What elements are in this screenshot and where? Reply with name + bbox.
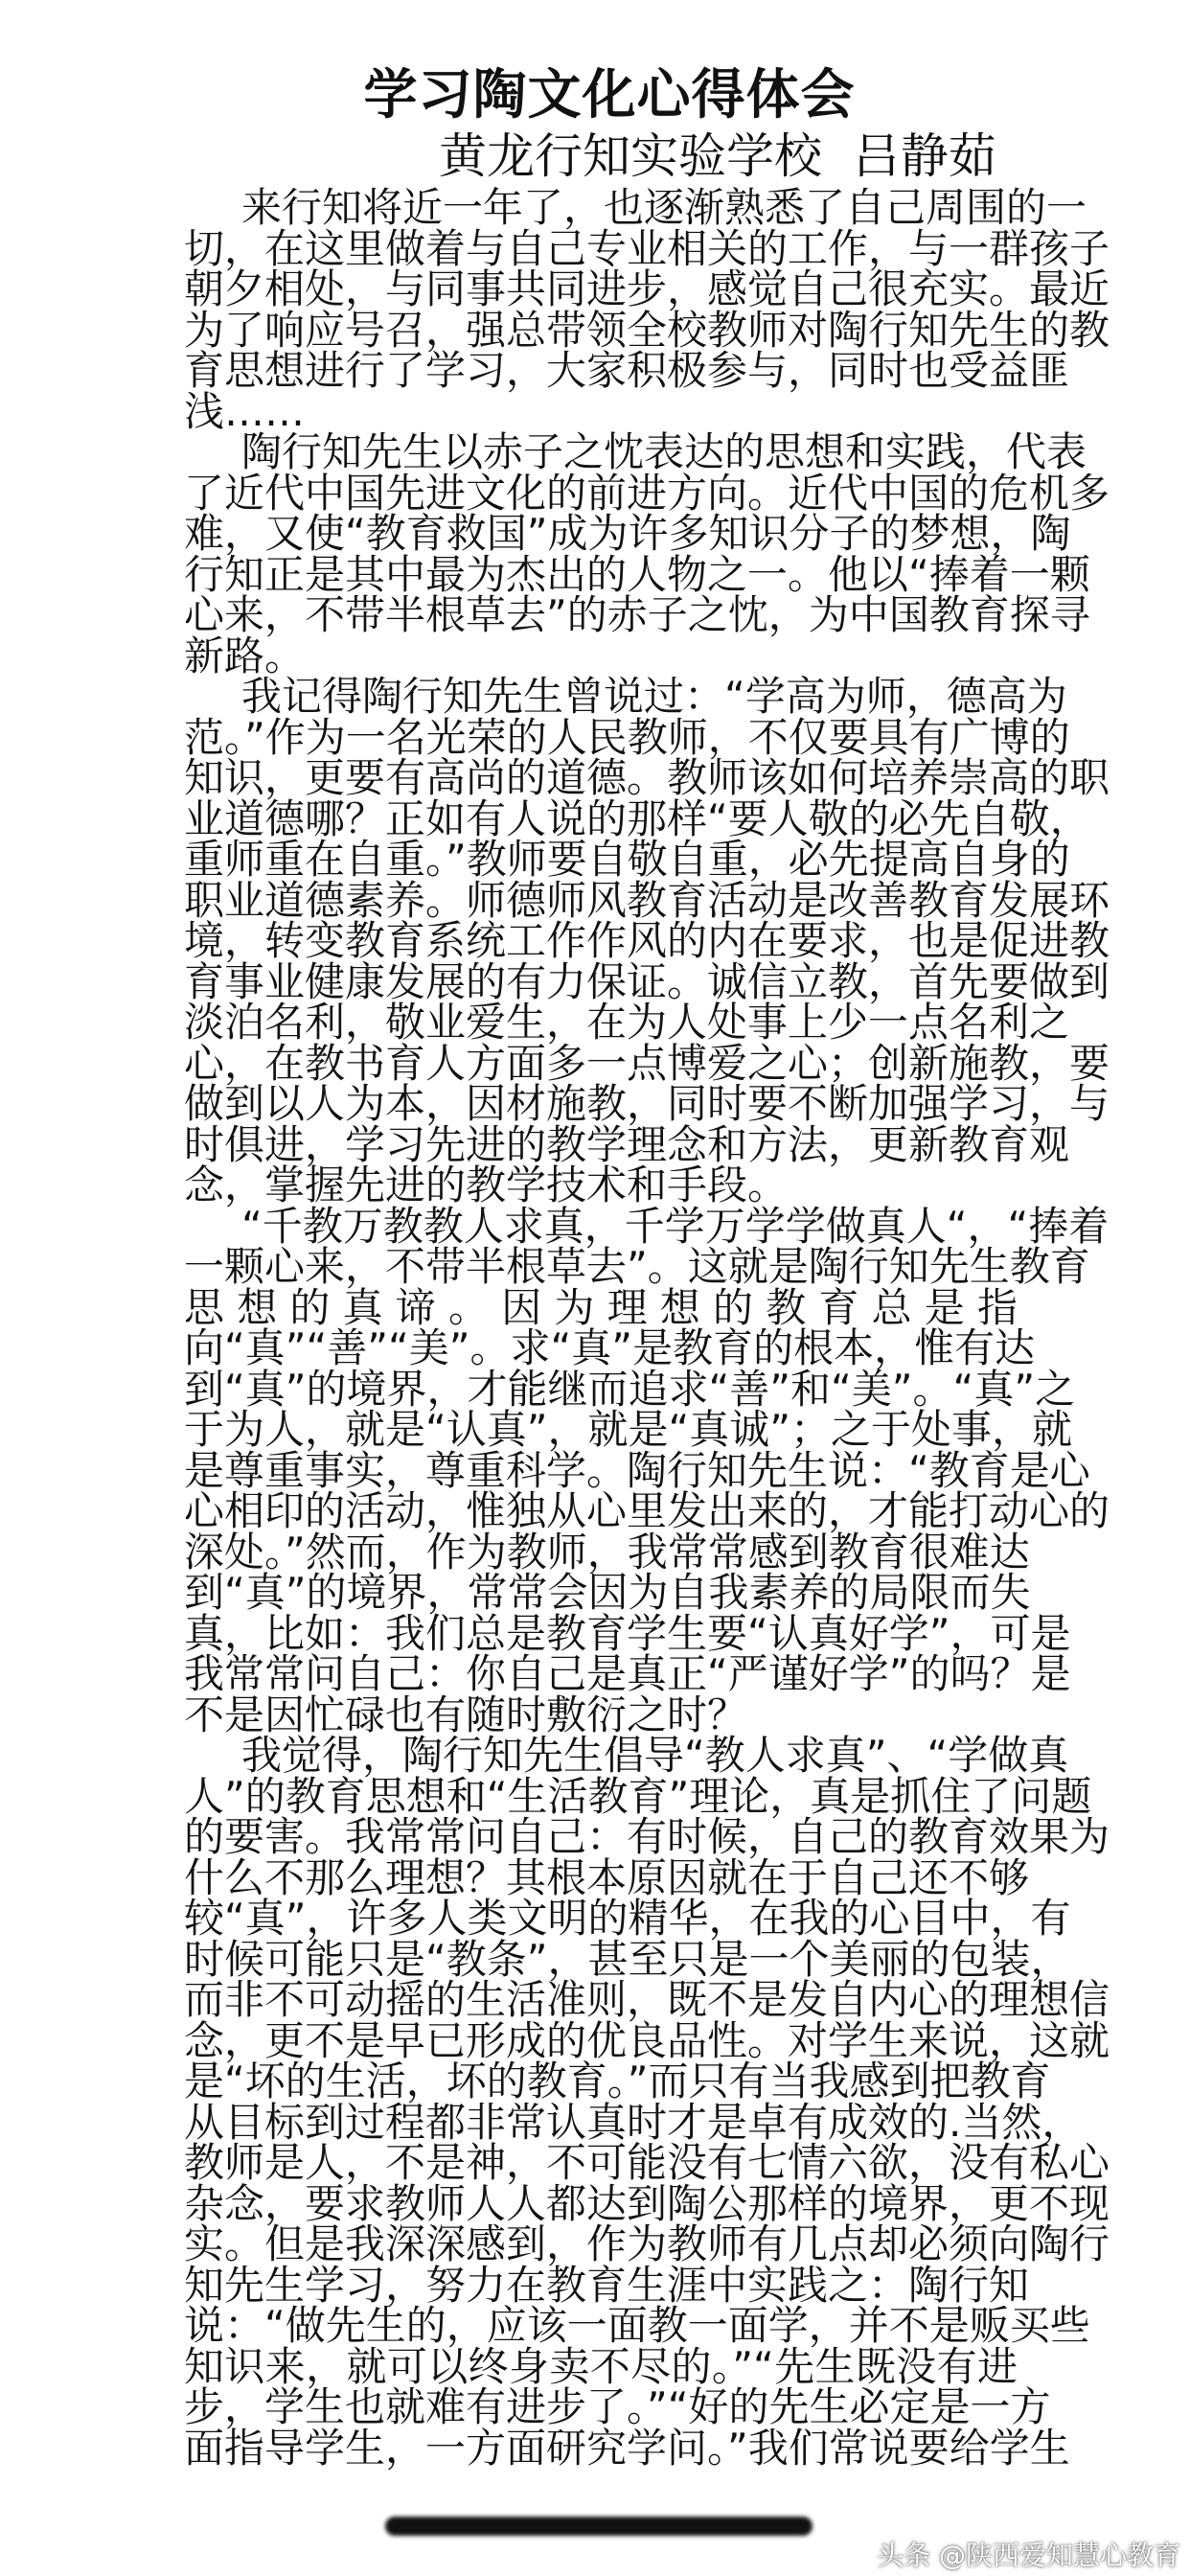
text-line: 范。”作为一名光荣的人民教师，不仅要具有广博的: [184, 713, 1070, 761]
text-line: 为了响应号召，强总带领全校教师对陶行知先生的教: [184, 306, 1110, 354]
text-line: 较“真”，许多人类文明的精华，在我的心目中，有: [184, 1895, 1071, 1942]
text-line: 育事业健康发展的有力保证。诚信立教，首先要做到: [184, 957, 1110, 1005]
text-line: 从目标到过程都非常认真时才是卓有成效的.当然，: [184, 2098, 1083, 2146]
text-line: 到“真”的境界，才能继而追求“善”和“美”。“真”之: [184, 1365, 1076, 1413]
text-line: “千教万教教人求真，千学万学学做真人“，“捧着: [241, 1202, 1110, 1250]
paragraph: [184, 1202, 1110, 1738]
text-line: 职业道德素养。师德师风教育活动是改善教育发展环: [184, 876, 1110, 924]
document-author: 黄龙行知实验学校 吕静茹: [439, 128, 996, 184]
text-line: 来行知将近一年了，也逐渐熟悉了自己周围的一: [241, 184, 1087, 231]
text-line: 到“真”的境界，常常会因为自我素养的局限而失: [184, 1569, 1031, 1616]
text-line: 知识来，就可以终身卖不尽的。”“先生既没有进: [184, 2342, 1018, 2390]
text-line: 念，更不是早已形成的优良品性。对学生来说，这就: [184, 2016, 1110, 2064]
text-line: 浅……: [184, 387, 306, 435]
text-line: 了近代中国先进文化的前进方向。近代中国的危机多: [184, 469, 1110, 517]
text-line: 而非不可动摇的生活准则，既不是发自内心的理想信: [184, 1976, 1110, 2023]
text-line: 行知正是其中最为杰出的人物之一。他以“捧着一颗: [184, 550, 1090, 598]
text-line: 什么不那么理想？其根本原因就在于自己还不够: [184, 1853, 1030, 1901]
text-line: 我常常问自己：你自己是真正“严谨好学”的吗？是: [184, 1650, 1071, 1697]
text-line: 是“坏的生活，坏的教育。”而只有当我感到把教育: [184, 2058, 1051, 2104]
text-line: 难，又使“教育救国”成为许多知识分子的梦想，陶: [184, 510, 1071, 557]
text-line: 我记得陶行知先生曾说过：“学高为师，德高为: [241, 673, 1067, 720]
text-line: 步，学生也就难有进步了。”“好的先生必定是一方: [184, 2383, 1051, 2430]
text-line: 业道德哪？正如有人说的那样“要人敬的必先自敬，: [184, 794, 1090, 842]
text-line: 淡泊名利，敬业爱生，在为人处事上少一点名利之: [184, 999, 1070, 1046]
text-line: 重师重在自重。”教师要自敬自重，必先提高自身的: [184, 836, 1070, 883]
text-line: 切，在这里做着与自己专业相关的工作，与一群孩子: [184, 224, 1110, 272]
text-line: 我觉得，陶行知先生倡导“教人求真”、“学做真: [241, 1732, 1069, 1779]
text-line: 面指导学生，一方面研究学问。”我们常说要给学生: [184, 2424, 1070, 2472]
paragraph: [184, 184, 1110, 435]
text-line: 教师是人，不是神，不可能没有七情六欲，没有私心: [184, 2139, 1110, 2186]
text-line: 杂念，要求教师人人都达到陶公那样的境界，更不现: [184, 2179, 1110, 2227]
paragraph: [184, 428, 1110, 679]
text-line: 向“真”“善”“美”。求“真”是教育的根本，惟有达: [184, 1324, 1036, 1371]
text-line: 人”的教育思想和“生活教育”理论，真是抓住了问题: [184, 1772, 1092, 1820]
text-line: 知识，更要有高尚的道德。教师该如何培养崇高的职: [184, 754, 1110, 801]
paragraph: [184, 1732, 1110, 2472]
text-line: 新路。: [184, 632, 306, 679]
text-line: 时候可能只是“教条”，甚至只是一个美丽的包装，: [184, 1935, 1071, 1983]
text-line: 时俱进，学习先进的教学理念和方法，更新教育观: [184, 1120, 1070, 1168]
text-line: 的要害。我常常问自己：有时候，自己的教育效果为: [184, 1813, 1110, 1860]
text-line: 深处。”然而，作为教师，我常常感到教育很难达: [184, 1528, 1030, 1576]
document-body: [184, 184, 1110, 2472]
text-line: 做到以人为本，因材施教，同时要不断加强学习，与: [184, 1080, 1110, 1127]
text-line: 是尊重事实，尊重科学。陶行知先生说：“教育是心: [184, 1446, 1090, 1494]
text-line: 一颗心来，不带半根草去”。这就是陶行知先生教育: [184, 1243, 1090, 1290]
text-line: 心，在教书育人方面多一点博爱之心；创新施教，要: [184, 1039, 1110, 1087]
text-line: 朝夕相处，与同事共同进步，感觉自己很充实。最近: [184, 265, 1110, 312]
text-line: 育思想进行了学习，大家积极参与，同时也受益匪: [184, 347, 1070, 394]
text-line: 心相印的活动，惟独从心里发出来的，才能打动心的: [184, 1487, 1110, 1534]
text-line: 于为人，就是“认真”，就是“真诚”；之于处事，就: [184, 1406, 1073, 1453]
text-line: 不是因忙碌也有随时敷衍之时？: [184, 1690, 748, 1738]
text-line: 念，掌握先进的教学技术和手段。: [184, 1162, 789, 1208]
paragraph: [184, 673, 1110, 1208]
text-line: 知先生学习，努力在教育生涯中实践之：陶行知: [184, 2261, 1030, 2309]
text-line: 境，转变教育系统工作作风的内在要求，也是促进教: [184, 917, 1110, 964]
text-line: 心来，不带半根草去”的赤子之忱，为中国教育探寻: [184, 591, 1090, 638]
text-line: 实。但是我深深感到，作为教师有几点却必须向陶行: [184, 2220, 1110, 2267]
text-line: 真，比如：我们总是教育学生要“认真好学”，可是: [184, 1609, 1071, 1657]
text-line: 陶行知先生以赤子之忱表达的思想和实践，代表: [241, 428, 1087, 475]
document-title: 学习陶文化心得体会: [363, 64, 856, 126]
text-line: 思想的真谛。因为理想的教育总是指: [184, 1283, 1018, 1331]
text-line: 说：“做先生的，应该一面教一面学，并不是贩买些: [184, 2302, 1090, 2349]
watermark: 头条 @陕西爱知慧心教育: [877, 2540, 1180, 2571]
redaction-smudge: [385, 2517, 812, 2536]
